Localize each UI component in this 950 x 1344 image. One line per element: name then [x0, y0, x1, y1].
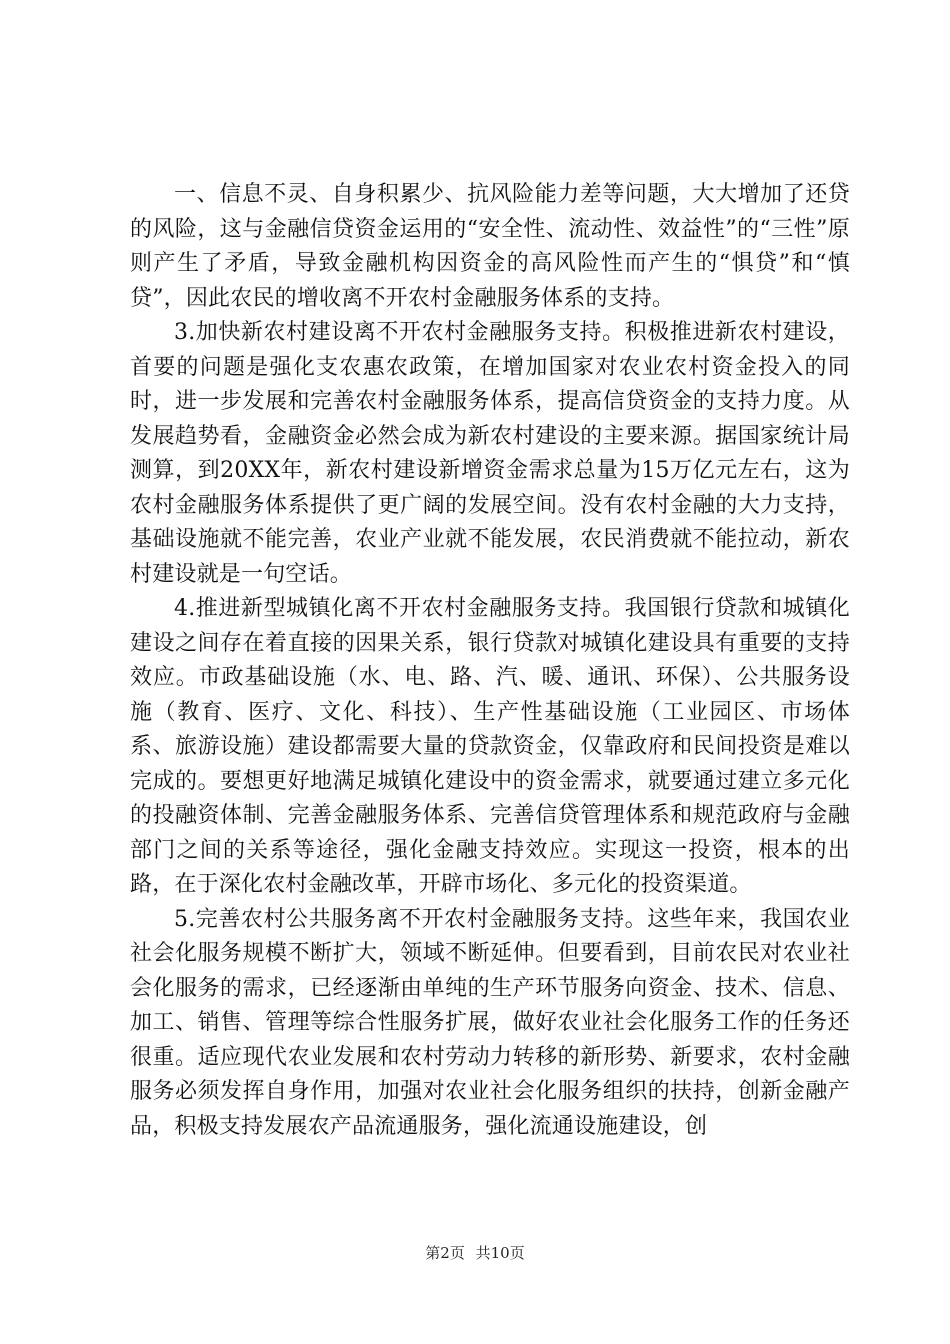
page-number: 第2页	[425, 1244, 465, 1262]
paragraph-section-3: 3.加快新农村建设离不开农村金融服务支持。积极推进新农村建设，首要的问题是强化支农惠农政策，在增加国家对农业农村资金投入的同时，进一步发展和完善农村金融服务体系，提高信贷资金的支持力度。从发展趋势看，金融资金必然会成为新农村建设的主要来源。据国家统计局测算，到20XX年，新农村建设新增资金需求总量为15万亿元左右，这为农村金融服务体系提供了更广阔的发展空间。没有农村金融的大力支持，基础设施就不能完善，农业产业就不能发展，农民消费就不能拉动，新农村建设就是一句空话。	[130, 320, 850, 587]
page-total: 共10页	[475, 1244, 525, 1262]
page-footer	[0, 1243, 950, 1263]
paragraph-continuation: 一、信息不灵、自身积累少、抗风险能力差等问题，大大增加了还贷的风险，这与金融信贷资金运用的“安全性、流动性、效益性”的“三性”原则产生了矛盾，导致金融机构因资金的高风险性而产生的“惧贷”和“慎贷”，因此农民的增收离不开农村金融服务体系的支持。	[130, 182, 850, 311]
paragraph-section-5: 5.完善农村公共服务离不开农村金融服务支持。这些年来，我国农业社会化服务规模不断扩大，领域不断延伸。但要看到，目前农民对农业社会化服务的需求，已经逐渐由单纯的生产环节服务向资金、技术、信息、加工、销售、管理等综合性服务扩展，做好农业社会化服务工作的任务还很重。适应现代农业发展和农村劳动力转移的新形势、新要求，农村金融服务必须发挥自身作用，加强对农业社会化服务组织的扶持，创新金融产品，积极支持发展农产品流通服务，强化流通设施建设，创	[130, 906, 850, 1139]
document-body	[130, 178, 850, 1144]
paragraph-section-4: 4.推进新型城镇化离不开农村金融服务支持。我国银行贷款和城镇化建设之间存在着直接的因果关系，银行贷款对城镇化建设具有重要的支持效应。市政基础设施（水、电、路、汽、暖、通讯、环保）、公共服务设施（教育、医疗、文化、科技）、生产性基础设施（工业园区、市场体系、旅游设施）建设都需要大量的贷款资金，仅靠政府和民间投资是难以完成的。要想更好地满足城镇化建设中的资金需求，就要通过建立多元化的投融资体制、完善金融服务体系、完善信贷管理体系和规范政府与金融部门之间的关系等途径，强化金融支持效应。实现这一投资，根本的出路，在于深化农村金融改革，开辟市场化、多元化的投资渠道。	[130, 596, 850, 897]
